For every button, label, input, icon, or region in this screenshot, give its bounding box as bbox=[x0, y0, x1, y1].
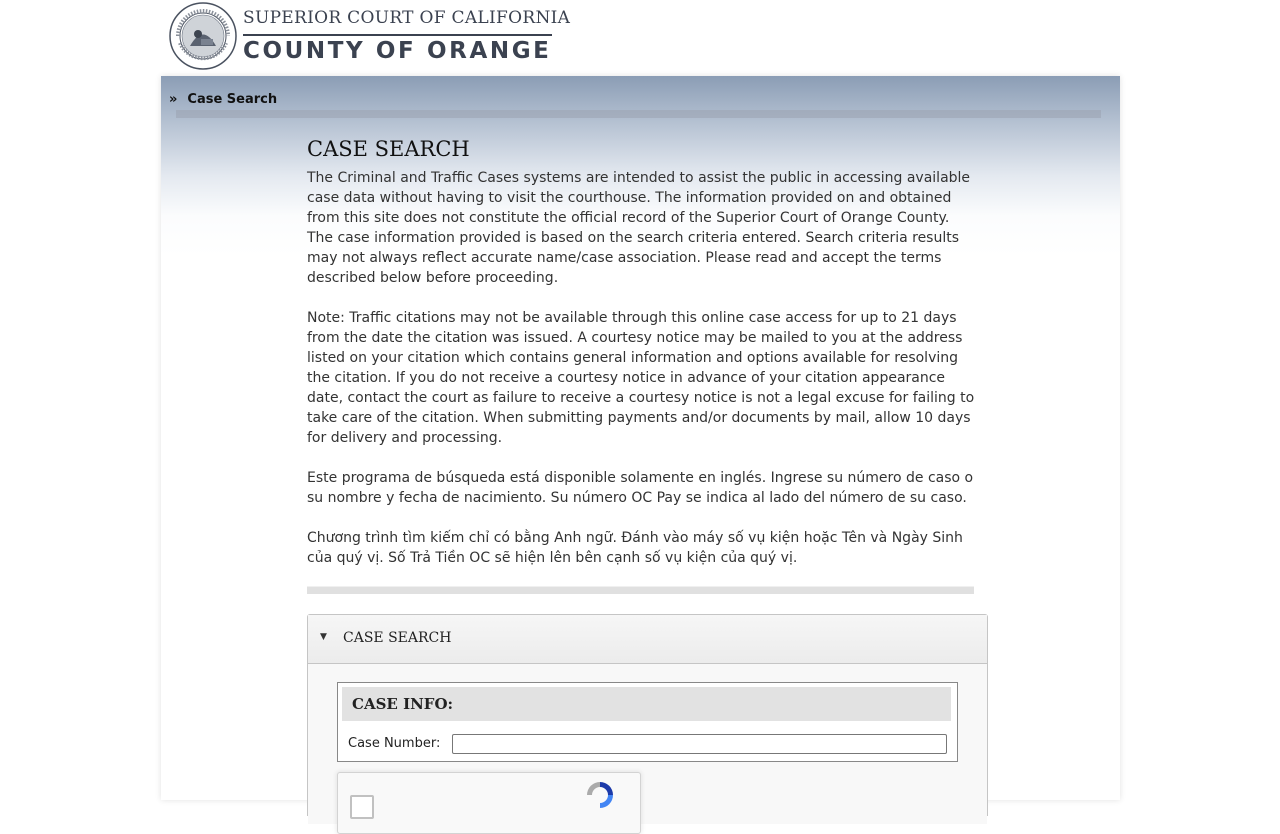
recaptcha-checkbox[interactable] bbox=[350, 795, 374, 819]
header-divider bbox=[243, 34, 552, 36]
accordion-title[interactable]: CASE SEARCH bbox=[343, 630, 452, 646]
court-name-line1: SUPERIOR COURT OF CALIFORNIA bbox=[243, 8, 571, 28]
breadcrumb-separator: » bbox=[169, 92, 178, 107]
caret-down-icon[interactable]: ▼ bbox=[320, 632, 327, 642]
case-info-header bbox=[342, 687, 951, 721]
case-search-accordion bbox=[307, 614, 988, 816]
main-content bbox=[307, 136, 977, 588]
breadcrumb-rule bbox=[176, 110, 1101, 118]
case-info-title: CASE INFO: bbox=[352, 695, 454, 713]
intro-paragraph: The Criminal and Traffic Cases systems are intended to assist the public in accessing available case data without having to visit the courthouse. The information provided on and obtained from this site does not constitute the official record of the Superior Court of Orange County. The case information provided is based on the search criteria entered. Search criteria results may not always reflect accurate name/case association. Please read and accept the terms described below before proceeding. bbox=[307, 170, 971, 286]
spanish-paragraph: Este programa de búsqueda está disponible solamente en inglés. Ingrese su número de caso o su nombre y fecha de nacimiento. Su número OC Pay se indica al lado del número de su caso. bbox=[307, 470, 974, 506]
traffic-note-paragraph: Note: Traffic citations may not be available through this online case access for up to 21 days from the date the citation was issued. A courtesy notice may be mailed to you at the address listed on your citation which contains general information and options available for resolving the citation. If you do not receive a courtesy notice in advance of your citation appearance date, contact the court as failure to receive a courtesy notice is not a legal excuse for failing to take care of the citation. When submitting payments and/or documents by mail, allow 10 days for delivery and processing. bbox=[307, 310, 975, 446]
recaptcha-logo-icon bbox=[584, 779, 616, 811]
page-title: CASE SEARCH bbox=[307, 137, 470, 161]
recaptcha-widget bbox=[337, 772, 641, 834]
case-number-input[interactable] bbox=[452, 734, 947, 754]
main-panel bbox=[161, 76, 1120, 800]
court-name-line2: COUNTY OF ORANGE bbox=[243, 38, 552, 64]
judicial-seal-icon[interactable] bbox=[168, 1, 238, 71]
site-header bbox=[0, 0, 1280, 76]
breadcrumb-current: Case Search bbox=[187, 92, 278, 107]
vietnamese-paragraph: Chương trình tìm kiếm chỉ có bằng Anh ngữ. Đánh vào máy số vụ kiện hoặc Tên và Ngày Sinh của quý vị. Số Trả Tiền OC sẽ hiện lên bên cạnh số vụ kiện của quý vị. bbox=[307, 530, 963, 566]
case-number-label: Case Number: bbox=[348, 736, 441, 751]
case-info-fieldset bbox=[337, 682, 958, 762]
breadcrumb bbox=[169, 92, 277, 107]
accordion-body bbox=[308, 664, 987, 824]
section-divider bbox=[307, 586, 974, 594]
accordion-header[interactable] bbox=[308, 615, 987, 664]
